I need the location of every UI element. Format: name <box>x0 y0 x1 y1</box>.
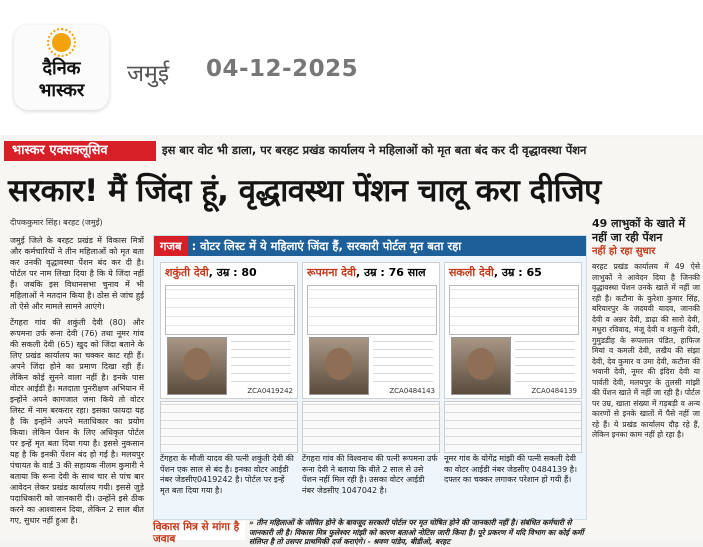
headline: सरकार! मैं जिंदा हूं, वृद्धावस्था पेंशन चालू करा दीजिए <box>8 173 601 209</box>
card-name: रूपमना देवी <box>307 266 356 279</box>
card-title <box>449 265 542 280</box>
portrait-photo <box>309 337 369 395</box>
card-name: शकुंती देवी <box>165 266 209 279</box>
card-title <box>307 265 426 280</box>
right-column <box>592 217 700 441</box>
voter-id-details <box>231 341 291 389</box>
card-age: , उम्र : 76 साल <box>355 266 426 279</box>
gajab-text: : वोटर लिस्ट में ये महिलाएं जिंदा हैं, सरकारी पोर्टल मृत बता रहा <box>191 239 462 253</box>
voter-card-sakli <box>444 262 582 399</box>
sun-logo-icon <box>52 33 71 52</box>
voter-id-code: ZCA0484139 <box>531 387 577 395</box>
exclusive-tag: भास्कर एक्सक्लूसिव <box>4 141 156 161</box>
edition-city: जमुई <box>127 61 170 87</box>
voter-list-table <box>449 285 579 335</box>
app-header <box>0 0 703 135</box>
right-heading: 49 लाभुकों के खाते में नहीं जा रही पेंशन <box>592 217 686 244</box>
portal-document <box>160 401 298 453</box>
left-column <box>10 235 144 531</box>
vikas-mitra-callout: विकास मित्र से मांगा है जवाब <box>153 521 245 540</box>
portal-document <box>302 401 440 453</box>
logo-text-line1: दैनिक <box>42 58 81 79</box>
portrait-photo <box>451 337 511 395</box>
bdo-quote-note: » तीन महिलाओं के जीवित होने के बावजूद सरकारी पोर्टल पर मृत घोषित होने की जानकारी नहीं है। संबंधित कर्मचारी से जानकारी ली है। विकास मित्र फुलेश्वर मांझी को कारण बताओ नोटिस जारी किया है। पूरे प्रकरण में यदि विभाग का कोई कर्मी संलिप्त है तो उसपर प्राथमिकी दर्ज कराएंगे। - श्रवण पांडेय, बीडीओ, बरहट <box>249 518 584 546</box>
voter-card-rupmana <box>302 262 440 399</box>
voter-id-code: ZCA0419242 <box>247 387 293 395</box>
photo-caption: नूमर गांव के योगेंद्र मांझी की पत्नी सकली देवी का वोटर आईडी नंबर जेडसीए 0484139 है। दफ्तर का चक्कर लगाकर परेशान हो गयी हैं। <box>444 454 578 484</box>
voter-id-details <box>373 341 433 389</box>
card-age: , उम्र : 80 <box>208 266 257 279</box>
gajab-label: गजब <box>154 236 188 256</box>
newspaper-clipping <box>0 137 703 546</box>
voter-card-shakunti <box>160 262 298 399</box>
paragraph: टेंगहरा गांव की शकुंती देवी (80) और रूपमना उर्फ रूना देवी (76) तथा नूमर गांव की सकली देवी (65) खुद को जिंदा बताने के लिए प्रखंड कार्यालय का चक्कर काट रही हैं। अपने जिंदा होने का प्रमाण दिखा रही हैं। लेकिन कोई सुनने वाला नहीं है। इनके पास वोटर आईडी है। मतदाता पुनरीक्षण अभियान में इन्होंने अपने कागजात जमा किये तो वोटर लिस्ट में नाम बरकरार रहा। इसका फायदा यह है कि इन्होंने अपने मताधिकार का प्रयोग किया। लेकिन पेंशन के लिए अधिकृत पोर्टल पर इन्हें मृत बता दिया गया है। इससे नुकसान यह है कि इनकी पेंशन बंद हो गई है। मलयपुर पंचायत के वार्ड 3 की सहायक नीलम कुमारी ने बताया कि रूना देवी के साथ चार से पांच बार आवेदन लेकर प्रखंड कार्यालय गयी। इससे जुड़े पदाधिकारी को जानकारी दी। उन्होंने इसे ठीक करने का आश्वासन दिया, लेकिन 2 साल बीत गए, सुधार नहीं हुआ है। <box>10 318 144 525</box>
card-age: , उम्र : 65 <box>493 266 542 279</box>
subheadline: इस बार वोट भी डाला, पर बरहट प्रखंड कार्यालय ने महिलाओं को मृत बता बंद कर दी वृद्धावस्था पेंशन <box>162 143 587 157</box>
card-name: सकली देवी <box>449 266 494 279</box>
edition-date: 04-12-2025 <box>206 56 359 82</box>
voter-list-table <box>165 285 295 335</box>
voter-id-code: ZCA0484143 <box>389 387 435 395</box>
portrait-photo <box>167 337 227 395</box>
voter-list-box <box>153 235 587 520</box>
right-body: बरहट प्रखंड कार्यालय में 49 ऐसे लाभुकों ने आवेदन दिया है जिनकी वृद्धावस्था पेंशन उनके खाते में नहीं जा रही है। कटौना के कुरेशा कुमार सिंह, बरियारपुर के जदयवी यादव, जानकी देवी व अन्नर देवी, डाढ़ा की सारो देवी, मधुरा रविवाद, मंजू देवी व शकुनी देवी, गुमुडडीह के रूपलाल पंडित, हाफिज मियां व कमली देवी, लखैय की संझा देवी, देव कुमार व उमा देवी, कटौना की भवानी देवी, नूमर की इंदिरा देवी या पार्वती देवी, मलयपुर के तुलसी मांझी की पेंशन खाते में नहीं जा रही है। पोर्टल पर उम्र, खाता संख्या में गड़बड़ी व अन्य कारणों से इनके खातों में पैसे नहीं जा रहे हैं। ये प्रखंड कार्यालय दौड़ रहे हैं, लेकिन इनका काम नहीं हो रहा है। <box>592 262 700 439</box>
logo-text-line2: भास्कर <box>38 80 85 101</box>
gajab-banner <box>154 236 586 256</box>
dainik-bhaskar-logo[interactable] <box>14 25 109 110</box>
photo-caption: टेंगहरा के मौजी यादव की पत्नी शकुंती देवी की पेंशन एक साल से बंद है। इनका वोटर आईडी नंबर जेडसीए0419242 है। पोर्टल पर इन्हें मृत बता दिया गया है। <box>160 454 294 495</box>
paragraph: जमुई जिले के बरहट प्रखंड में विकास मित्रों और कर्मचारियों ने तीन महिलाओं को मृत बता कर उनकी वृद्धावस्था पेंशन बंद कर दी है। पोर्टल पर नाम लिखा दिया है कि ये जिंदा नहीं हैं। जबकि इस विधानसभा चुनाव में भी महिलाओं ने मतदान किया है। ठोस से जांच हुई तो ऐसे और मामले सामने आएंगे। <box>10 236 144 311</box>
card-title <box>165 265 257 280</box>
voter-list-table <box>307 285 437 335</box>
byline: दीपककुमार सिंह। बरहट (जमुई) <box>10 218 103 227</box>
right-subheading: नहीं हो रहा सुधार <box>592 246 656 257</box>
voter-id-details <box>515 341 575 389</box>
kicker-strip <box>0 139 703 163</box>
portal-document <box>444 401 582 453</box>
photo-caption: टेंगहरा गांव की विश्वनाथ की पत्नी रूपमना उर्फ रूना देवी ने बताया कि बीते 2 साल से उसे पेंशन नहीं मिल रही है। उसका वोटर आईडी नंबर जेडसीए 1047042 है। <box>302 454 438 495</box>
